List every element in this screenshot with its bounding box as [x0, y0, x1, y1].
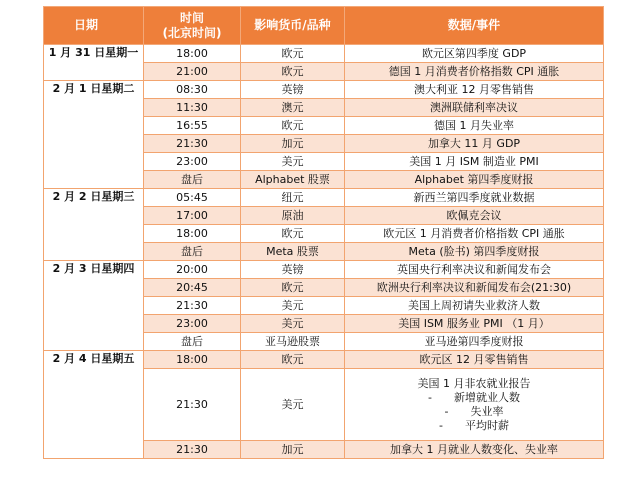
asset-cell: 欧元 [241, 279, 345, 297]
event-cell: 亚马逊第四季度财报 [345, 333, 604, 351]
event-cell: 欧元区 12 月零售销售 [345, 351, 604, 369]
date-cell: 2 月 1 日星期二 [44, 81, 144, 189]
event-cell: 欧佩克会议 [345, 207, 604, 225]
asset-cell: 亚马逊股票 [241, 333, 345, 351]
asset-cell: 英镑 [241, 261, 345, 279]
asset-cell: 澳元 [241, 99, 345, 117]
asset-cell: Alphabet 股票 [241, 171, 345, 189]
calendar-table-wrapper [43, 6, 603, 459]
asset-cell: 原油 [241, 207, 345, 225]
asset-cell: 英镑 [241, 81, 345, 99]
time-cell: 21:30 [144, 441, 241, 459]
table-row [44, 261, 604, 279]
time-cell: 盘后 [144, 333, 241, 351]
header-date: 日期 [44, 7, 144, 45]
event-cell: 英国央行利率决议和新闻发布会 [345, 261, 604, 279]
time-cell: 08:30 [144, 81, 241, 99]
asset-cell: 美元 [241, 297, 345, 315]
asset-cell: 美元 [241, 369, 345, 441]
time-cell: 18:00 [144, 45, 241, 63]
asset-cell: 纽元 [241, 189, 345, 207]
time-cell: 21:00 [144, 63, 241, 81]
asset-cell: 欧元 [241, 225, 345, 243]
table-row [44, 189, 604, 207]
header-asset: 影响货币/品种 [241, 7, 345, 45]
time-cell: 05:45 [144, 189, 241, 207]
table-row [44, 81, 604, 99]
event-main-text: 美国 1 月非农就业报告 [417, 376, 531, 390]
event-cell: Alphabet 第四季度财报 [345, 171, 604, 189]
asset-cell: 欧元 [241, 45, 345, 63]
event-subitem: - 新增就业人数 [428, 390, 520, 404]
time-cell: 21:30 [144, 369, 241, 441]
asset-cell: 加元 [241, 441, 345, 459]
event-cell [345, 369, 604, 441]
time-cell: 20:45 [144, 279, 241, 297]
event-cell: 加拿大 1 月就业人数变化、失业率 [345, 441, 604, 459]
time-cell: 18:00 [144, 351, 241, 369]
time-cell: 21:30 [144, 135, 241, 153]
date-cell: 2 月 3 日星期四 [44, 261, 144, 351]
time-cell: 盘后 [144, 171, 241, 189]
time-cell: 盘后 [144, 243, 241, 261]
time-cell: 16:55 [144, 117, 241, 135]
date-cell: 2 月 2 日星期三 [44, 189, 144, 261]
event-cell: 澳洲联储利率决议 [345, 99, 604, 117]
event-cell: 新西兰第四季度就业数据 [345, 189, 604, 207]
asset-cell: 欧元 [241, 63, 345, 81]
event-cell: 德国 1 月消费者价格指数 CPI 通胀 [345, 63, 604, 81]
asset-cell: 加元 [241, 135, 345, 153]
economic-calendar-table [43, 6, 604, 459]
table-row [44, 45, 604, 63]
date-cell: 2 月 4 日星期五 [44, 351, 144, 459]
header-time-line2: (北京时间) [162, 25, 222, 40]
table-row [44, 351, 604, 369]
event-cell: 欧元区第四季度 GDP [345, 45, 604, 63]
event-cell: Meta (脸书) 第四季度财报 [345, 243, 604, 261]
asset-cell: 欧元 [241, 351, 345, 369]
event-cell: 美国上周初请失业救济人数 [345, 297, 604, 315]
time-cell: 21:30 [144, 297, 241, 315]
event-subitem: - 失业率 [444, 404, 504, 418]
time-cell: 20:00 [144, 261, 241, 279]
asset-cell: 美元 [241, 315, 345, 333]
event-cell: 加拿大 11 月 GDP [345, 135, 604, 153]
time-cell: 11:30 [144, 99, 241, 117]
event-cell: 美国 1 月 ISM 制造业 PMI [345, 153, 604, 171]
event-subitem: - 平均时薪 [439, 418, 509, 432]
event-cell: 德国 1 月失业率 [345, 117, 604, 135]
event-cell: 欧元区 1 月消费者价格指数 CPI 通胀 [345, 225, 604, 243]
event-cell: 欧洲央行利率决议和新闻发布会(21:30) [345, 279, 604, 297]
asset-cell: Meta 股票 [241, 243, 345, 261]
date-cell: 1 月 31 日星期一 [44, 45, 144, 81]
header-time-line1: 时间 [179, 10, 204, 25]
header-event: 数据/事件 [345, 7, 604, 45]
event-cell: 澳大利亚 12 月零售销售 [345, 81, 604, 99]
event-cell: 美国 ISM 服务业 PMI （1 月） [345, 315, 604, 333]
time-cell: 23:00 [144, 153, 241, 171]
asset-cell: 美元 [241, 153, 345, 171]
time-cell: 23:00 [144, 315, 241, 333]
header-time [144, 7, 241, 45]
time-cell: 17:00 [144, 207, 241, 225]
table-header-row [44, 7, 604, 45]
time-cell: 18:00 [144, 225, 241, 243]
asset-cell: 欧元 [241, 117, 345, 135]
